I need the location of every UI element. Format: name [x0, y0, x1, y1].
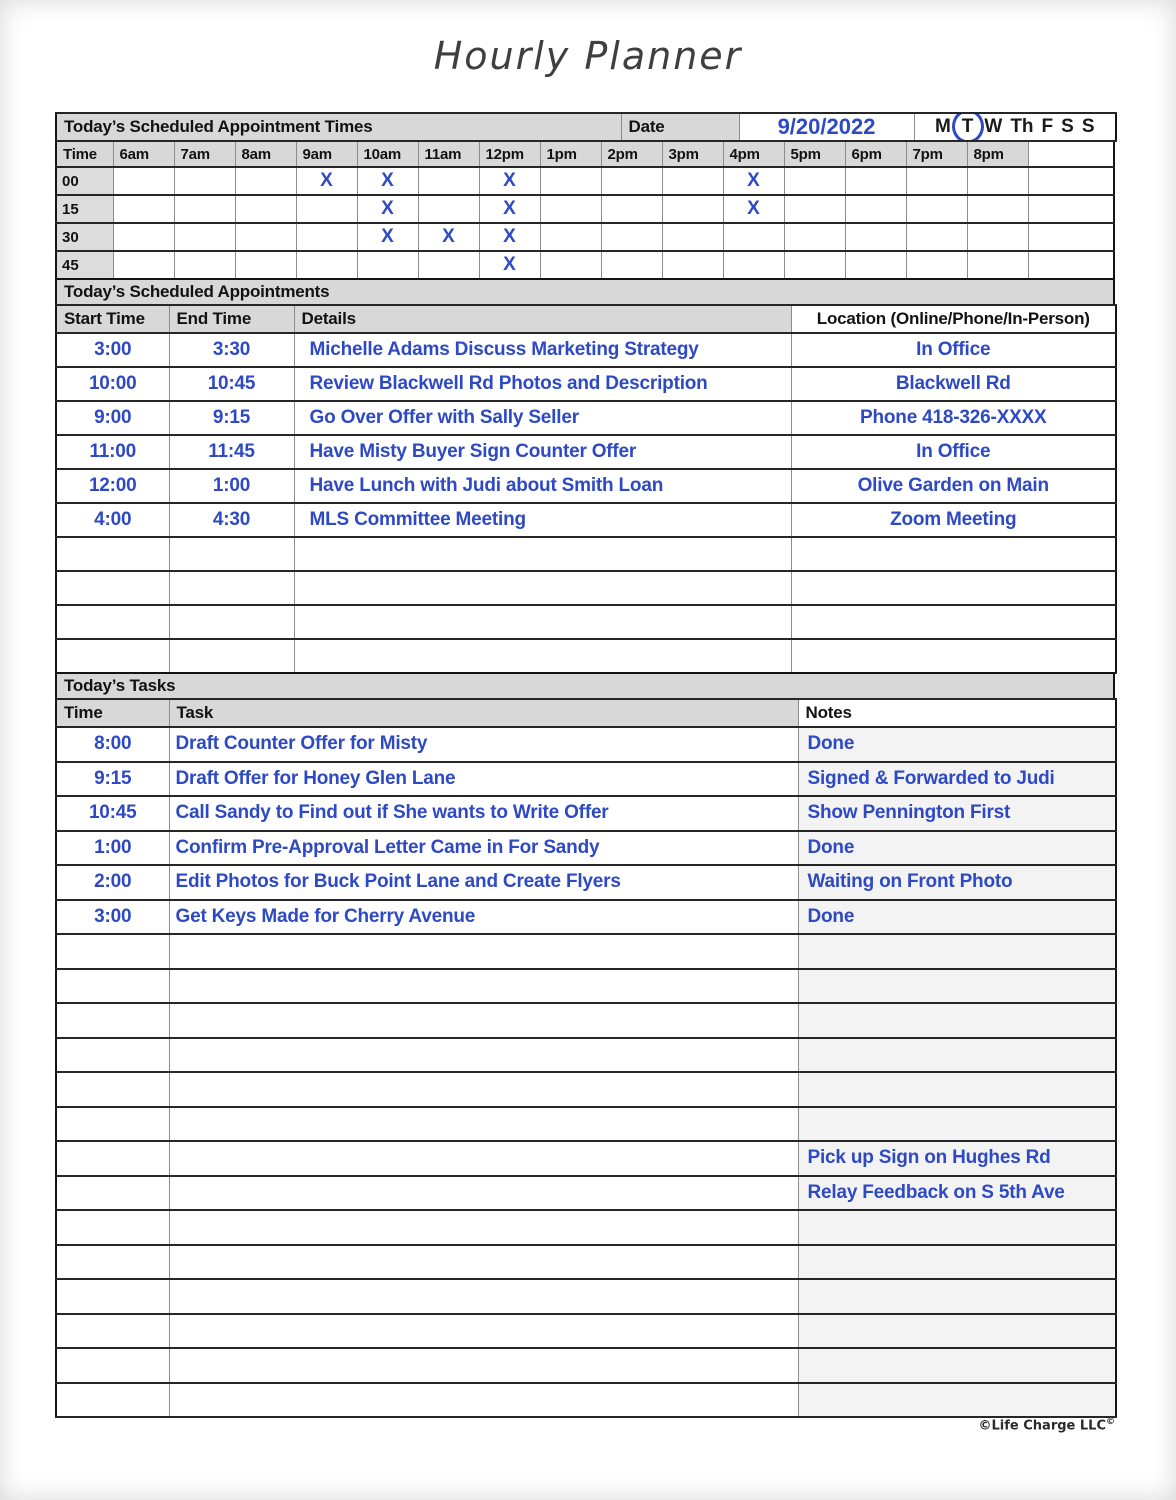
hour-label-5pm: 5pm	[784, 141, 845, 167]
grid-row-45	[56, 251, 1114, 279]
grid-cell	[235, 195, 296, 223]
task-time	[56, 1107, 169, 1142]
grid-cell: X	[357, 195, 418, 223]
column-details: Details	[294, 305, 791, 333]
task-time	[56, 1072, 169, 1107]
appointment-location	[791, 571, 1116, 605]
task-row	[56, 1038, 1116, 1073]
grid-cell	[540, 251, 601, 279]
appointment-start-time	[56, 605, 169, 639]
column-notes: Notes	[798, 699, 1116, 727]
column-task: Task	[169, 699, 798, 727]
grid-cell	[784, 251, 845, 279]
hour-label-11am: 11am	[418, 141, 479, 167]
task-time	[56, 1383, 169, 1418]
minute-label: 00	[56, 167, 113, 195]
appointment-times-grid	[55, 140, 1115, 280]
task-text	[169, 1107, 798, 1142]
task-row	[56, 1348, 1116, 1383]
grid-cell: X	[479, 251, 540, 279]
hour-spare-cell	[1028, 141, 1114, 167]
weekday-T: T	[961, 116, 974, 137]
appointment-row	[56, 333, 1116, 367]
appointment-location: In Office	[791, 333, 1116, 367]
task-notes	[798, 1348, 1116, 1383]
grid-cell	[906, 195, 967, 223]
task-notes	[798, 1210, 1116, 1245]
column-end-time: End Time	[169, 305, 294, 333]
task-time: 1:00	[56, 831, 169, 866]
appointment-start-time: 10:00	[56, 367, 169, 401]
minute-label: 45	[56, 251, 113, 279]
hour-label-6pm: 6pm	[845, 141, 906, 167]
task-notes	[798, 1038, 1116, 1073]
grid-row-00	[56, 167, 1114, 195]
grid-cell	[784, 167, 845, 195]
grid-cell: X	[479, 195, 540, 223]
grid-cell	[235, 223, 296, 251]
appointment-end-time: 10:45	[169, 367, 294, 401]
task-time	[56, 1279, 169, 1314]
grid-row-30	[56, 223, 1114, 251]
appointment-details: Michelle Adams Discuss Marketing Strategy	[294, 333, 791, 367]
task-row	[56, 1003, 1116, 1038]
grid-cell	[906, 251, 967, 279]
grid-cell	[906, 223, 967, 251]
weekday-S: S	[1061, 116, 1074, 137]
appointment-location	[791, 605, 1116, 639]
appointment-location	[791, 537, 1116, 571]
grid-cell	[662, 167, 723, 195]
column-time: Time	[56, 699, 169, 727]
grid-cell: X	[479, 167, 540, 195]
hour-label-4pm: 4pm	[723, 141, 784, 167]
task-row	[56, 1141, 1116, 1176]
appointment-location: Zoom Meeting	[791, 503, 1116, 537]
appointment-row	[56, 639, 1116, 673]
appointment-times-header	[55, 112, 1117, 142]
appointment-row	[56, 605, 1116, 639]
grid-cell	[235, 167, 296, 195]
appointment-details	[294, 605, 791, 639]
task-row	[56, 727, 1116, 762]
grid-body	[56, 167, 1114, 279]
grid-cell	[662, 223, 723, 251]
grid-cell	[174, 223, 235, 251]
appointment-end-time	[169, 537, 294, 571]
grid-cell	[845, 195, 906, 223]
appointments-body	[56, 333, 1116, 673]
grid-cell	[845, 251, 906, 279]
grid-cell	[296, 223, 357, 251]
task-text: Draft Offer for Honey Glen Lane	[169, 762, 798, 797]
appointment-location: Olive Garden on Main	[791, 469, 1116, 503]
grid-cell	[967, 223, 1028, 251]
task-text	[169, 1176, 798, 1211]
appointment-row	[56, 367, 1116, 401]
task-notes: Done	[798, 900, 1116, 935]
appointments-column-header	[56, 305, 1116, 333]
grid-cell	[357, 251, 418, 279]
task-text	[169, 1279, 798, 1314]
grid-cell	[540, 195, 601, 223]
task-time	[56, 934, 169, 969]
grid-cell	[174, 195, 235, 223]
appointment-end-time: 1:00	[169, 469, 294, 503]
appointment-details: Have Lunch with Judi about Smith Loan	[294, 469, 791, 503]
grid-cell	[296, 251, 357, 279]
weekday-selector	[914, 113, 1116, 141]
hour-label-1pm: 1pm	[540, 141, 601, 167]
task-text: Call Sandy to Find out if She wants to Write Offer	[169, 796, 798, 831]
task-notes	[798, 1003, 1116, 1038]
appointment-row	[56, 503, 1116, 537]
header-row	[56, 113, 1116, 141]
grid-cell	[662, 251, 723, 279]
task-notes	[798, 1279, 1116, 1314]
minute-label: 30	[56, 223, 113, 251]
task-time	[56, 1210, 169, 1245]
date-label: Date	[621, 113, 739, 141]
appointment-row	[56, 469, 1116, 503]
grid-cell	[540, 223, 601, 251]
appointment-details	[294, 639, 791, 673]
grid-cell	[845, 223, 906, 251]
task-time: 8:00	[56, 727, 169, 762]
task-text	[169, 1245, 798, 1280]
grid-cell	[113, 167, 174, 195]
hour-label-8pm: 8pm	[967, 141, 1028, 167]
grid-cell	[906, 167, 967, 195]
grid-cell	[540, 167, 601, 195]
grid-cell: X	[357, 223, 418, 251]
grid-cell: X	[723, 195, 784, 223]
appointment-start-time: 9:00	[56, 401, 169, 435]
appointment-details: Review Blackwell Rd Photos and Description	[294, 367, 791, 401]
task-text: Draft Counter Offer for Misty	[169, 727, 798, 762]
planner-body	[55, 112, 1115, 1418]
hour-label-7am: 7am	[174, 141, 235, 167]
weekday-M: M	[934, 116, 951, 137]
grid-hours-row	[56, 141, 1114, 167]
task-text	[169, 934, 798, 969]
task-row	[56, 934, 1116, 969]
grid-cell	[601, 223, 662, 251]
grid-spare-cell	[1028, 195, 1114, 223]
appointment-details: Go Over Offer with Sally Seller	[294, 401, 791, 435]
task-text: Edit Photos for Buck Point Lane and Create Flyers	[169, 865, 798, 900]
task-notes	[798, 1245, 1116, 1280]
grid-cell	[967, 251, 1028, 279]
grid-cell	[967, 167, 1028, 195]
task-time	[56, 1003, 169, 1038]
appointment-row	[56, 537, 1116, 571]
task-row	[56, 1383, 1116, 1418]
task-row	[56, 1072, 1116, 1107]
task-text	[169, 1072, 798, 1107]
time-column-label: Time	[56, 141, 113, 167]
task-text: Confirm Pre-Approval Letter Came in For Sandy	[169, 831, 798, 866]
task-row	[56, 865, 1116, 900]
task-time: 9:15	[56, 762, 169, 797]
hour-label-3pm: 3pm	[662, 141, 723, 167]
grid-cell: X	[418, 223, 479, 251]
minute-label: 15	[56, 195, 113, 223]
appointment-details: MLS Committee Meeting	[294, 503, 791, 537]
task-row	[56, 762, 1116, 797]
hour-label-9am: 9am	[296, 141, 357, 167]
grid-cell	[784, 195, 845, 223]
task-row	[56, 796, 1116, 831]
grid-cell	[601, 167, 662, 195]
grid-cell: X	[357, 167, 418, 195]
task-time: 3:00	[56, 900, 169, 935]
tasks-body	[56, 727, 1116, 1417]
task-time	[56, 1314, 169, 1349]
date-value: 9/20/2022	[739, 113, 914, 141]
grid-cell	[601, 195, 662, 223]
tasks-section-title: Today’s Tasks	[55, 672, 1115, 700]
grid-cell: X	[479, 223, 540, 251]
task-text	[169, 1210, 798, 1245]
task-time	[56, 1348, 169, 1383]
task-time: 10:45	[56, 796, 169, 831]
task-notes	[798, 969, 1116, 1004]
appointment-details	[294, 537, 791, 571]
grid-cell	[845, 167, 906, 195]
appointment-row	[56, 571, 1116, 605]
task-notes: Signed & Forwarded to Judi	[798, 762, 1116, 797]
task-row	[56, 1314, 1116, 1349]
copyright-text: ©Life Charge LLC	[978, 1418, 1106, 1434]
grid-cell	[113, 251, 174, 279]
task-notes: Done	[798, 727, 1116, 762]
appointment-start-time: 11:00	[56, 435, 169, 469]
column-start-time: Start Time	[56, 305, 169, 333]
hour-label-12pm: 12pm	[479, 141, 540, 167]
task-row	[56, 1176, 1116, 1211]
hour-label-10am: 10am	[357, 141, 418, 167]
grid-cell	[418, 251, 479, 279]
task-time	[56, 1245, 169, 1280]
grid-cell: X	[723, 167, 784, 195]
task-notes: Show Pennington First	[798, 796, 1116, 831]
weekday-Th: Th	[1010, 116, 1034, 137]
grid-cell	[418, 167, 479, 195]
column-location: Location (Online/Phone/In-Person)	[791, 305, 1116, 333]
grid-cell	[174, 167, 235, 195]
task-notes: Waiting on Front Photo	[798, 865, 1116, 900]
task-row	[56, 1107, 1116, 1142]
task-text	[169, 1038, 798, 1073]
task-row	[56, 1245, 1116, 1280]
grid-cell	[662, 195, 723, 223]
task-time	[56, 1141, 169, 1176]
page-title: Hourly Planner	[433, 34, 743, 78]
task-text	[169, 969, 798, 1004]
appointment-row	[56, 435, 1116, 469]
appointment-location: Blackwell Rd	[791, 367, 1116, 401]
appointment-start-time	[56, 639, 169, 673]
grid-cell	[601, 251, 662, 279]
task-row	[56, 831, 1116, 866]
appointments-table	[55, 304, 1117, 674]
grid-cell	[113, 195, 174, 223]
appointment-start-time: 3:00	[56, 333, 169, 367]
task-notes	[798, 1314, 1116, 1349]
appointment-end-time	[169, 571, 294, 605]
task-text	[169, 1314, 798, 1349]
task-time	[56, 969, 169, 1004]
task-text	[169, 1141, 798, 1176]
task-time	[56, 1038, 169, 1073]
weekday-S: S	[1081, 116, 1095, 137]
appointment-end-time: 4:30	[169, 503, 294, 537]
task-time: 2:00	[56, 865, 169, 900]
appointment-end-time	[169, 639, 294, 673]
grid-cell	[723, 223, 784, 251]
task-notes	[798, 934, 1116, 969]
grid-cell	[235, 251, 296, 279]
task-row	[56, 900, 1116, 935]
appointment-end-time: 3:30	[169, 333, 294, 367]
grid-cell: X	[296, 167, 357, 195]
weekday-F: F	[1041, 116, 1054, 137]
copyright-symbol: ©	[1106, 1417, 1115, 1427]
grid-cell	[967, 195, 1028, 223]
grid-cell	[113, 223, 174, 251]
task-text	[169, 1003, 798, 1038]
task-notes: Pick up Sign on Hughes Rd	[798, 1141, 1116, 1176]
appointment-start-time	[56, 571, 169, 605]
appointment-row	[56, 401, 1116, 435]
appointment-times-section-title: Today’s Scheduled Appointment Times	[56, 113, 621, 141]
task-text	[169, 1383, 798, 1418]
appointment-location: Phone 418-326-XXXX	[791, 401, 1116, 435]
task-notes	[798, 1072, 1116, 1107]
task-time	[56, 1176, 169, 1211]
task-notes: Relay Feedback on S 5th Ave	[798, 1176, 1116, 1211]
hour-label-8am: 8am	[235, 141, 296, 167]
appointment-end-time: 11:45	[169, 435, 294, 469]
appointment-end-time	[169, 605, 294, 639]
grid-cell	[723, 251, 784, 279]
grid-row-15	[56, 195, 1114, 223]
grid-spare-cell	[1028, 251, 1114, 279]
tasks-column-header	[56, 699, 1116, 727]
appointment-start-time	[56, 537, 169, 571]
task-text	[169, 1348, 798, 1383]
task-notes	[798, 1383, 1116, 1418]
task-row	[56, 969, 1116, 1004]
grid-spare-cell	[1028, 167, 1114, 195]
appointment-details	[294, 571, 791, 605]
tasks-table	[55, 698, 1117, 1418]
grid-cell	[296, 195, 357, 223]
weekday-W: W	[984, 116, 1003, 137]
appointment-start-time: 12:00	[56, 469, 169, 503]
task-notes: Done	[798, 831, 1116, 866]
appointment-end-time: 9:15	[169, 401, 294, 435]
task-row	[56, 1210, 1116, 1245]
hour-label-2pm: 2pm	[601, 141, 662, 167]
hour-label-7pm: 7pm	[906, 141, 967, 167]
appointment-details: Have Misty Buyer Sign Counter Offer	[294, 435, 791, 469]
grid-cell	[418, 195, 479, 223]
task-text: Get Keys Made for Cherry Avenue	[169, 900, 798, 935]
grid-spare-cell	[1028, 223, 1114, 251]
grid-cell	[174, 251, 235, 279]
task-row	[56, 1279, 1116, 1314]
grid-cell	[784, 223, 845, 251]
task-notes	[798, 1107, 1116, 1142]
appointment-location	[791, 639, 1116, 673]
appointments-section-title: Today’s Scheduled Appointments	[55, 278, 1115, 306]
copyright	[55, 1417, 1115, 1433]
hour-label-6am: 6am	[113, 141, 174, 167]
appointment-location: In Office	[791, 435, 1116, 469]
appointment-start-time: 4:00	[56, 503, 169, 537]
